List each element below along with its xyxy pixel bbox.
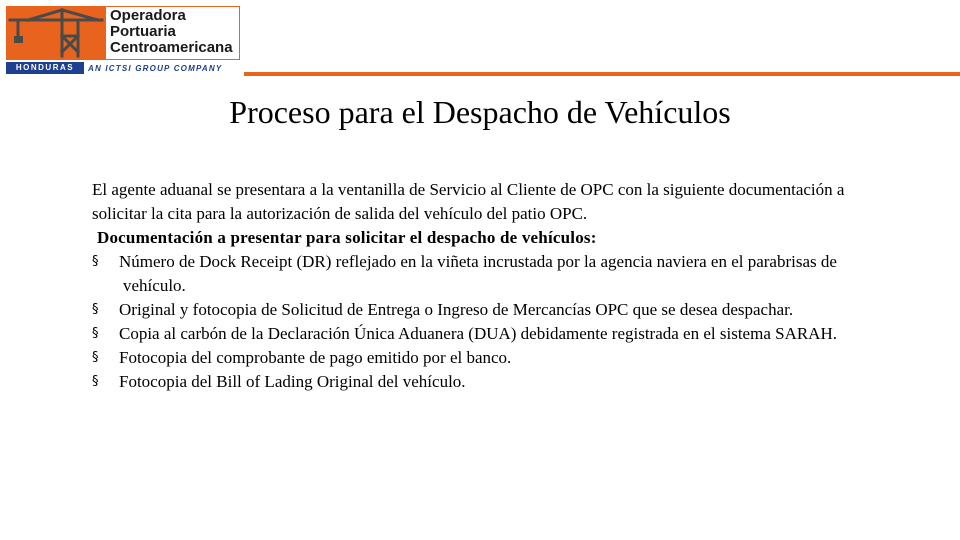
list-item <box>92 346 872 370</box>
list-item <box>92 370 872 394</box>
logo-name-line: Portuaria <box>110 23 176 40</box>
logo-name-line: Centroamericana <box>110 39 233 56</box>
requirement-text: Fotocopia del comprobante de pago emitido por el banco. <box>119 348 512 367</box>
list-item <box>92 250 872 298</box>
requirement-text: Número de Dock Receipt (DR) reflejado en la viñeta incrustada por la agencia naviera en el parabrisas de vehículo. <box>119 252 837 295</box>
requirement-text: Original y fotocopia de Solicitud de Entrega o Ingreso de Mercancías OPC que se desea despachar. <box>119 300 794 319</box>
header-divider <box>244 72 960 76</box>
page-title: Proceso para el Despacho de Vehículos <box>229 94 731 130</box>
port-crane-icon <box>6 6 106 60</box>
bullet-icon: § <box>92 302 99 317</box>
requirement-text: Copia al carbón de la Declaración Única Aduanera (DUA) debidamente registrada en el sistema SARAH. <box>119 324 837 343</box>
company-logo <box>6 6 242 73</box>
requirement-text: Fotocopia del Bill of Lading Original del vehículo. <box>119 372 466 391</box>
bullet-icon: § <box>92 254 99 269</box>
document-body <box>92 178 872 394</box>
logo-name-line: Operadora <box>110 7 186 24</box>
bullet-icon: § <box>92 326 99 341</box>
bullet-icon: § <box>92 374 99 389</box>
intro-paragraph: El agente aduanal se presentara a la ventanilla de Servicio al Cliente de OPC con la siguiente documentación a solicitar la cita para la autorización de salida del vehículo del patio OPC. <box>92 180 845 223</box>
list-item <box>92 298 872 322</box>
documents-heading: Documentación a presentar para solicitar el despacho de vehículos: <box>97 228 597 247</box>
logo-tagline: AN ICTSI GROUP COMPANY <box>88 64 223 73</box>
logo-company-name <box>110 8 233 56</box>
bullet-icon: § <box>92 350 99 365</box>
logo-country-label: HONDURAS <box>6 62 84 74</box>
list-item <box>92 322 872 346</box>
requirements-list <box>92 250 872 394</box>
